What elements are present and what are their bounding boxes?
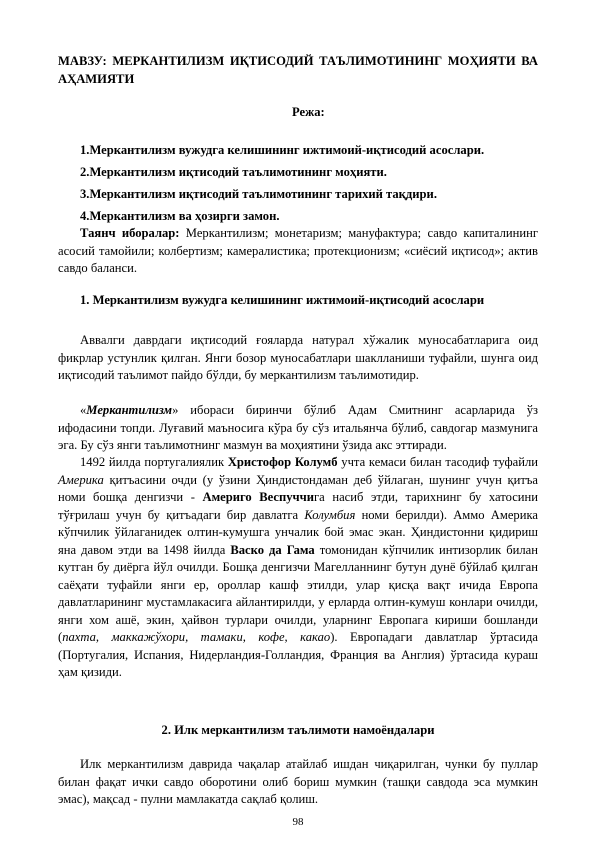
- keywords-text: Меркантилизм; монетаризм; мануфактура; савдо капиталининг асосий тамойили; колбертизм; камералистика; протекционизм; «сиёсий иқтисод»; актив савдо баланси.: [58, 226, 539, 275]
- paragraph-text: 1492 йилда португалиялик: [80, 455, 228, 469]
- keywords-paragraph: [58, 225, 538, 278]
- paragraph-text: номи берилди). Аммо Америка кўпчилик ўйлаганидек олтин-кумушга унчалик бой эмас экан. Ҳиндистонни қидириш яна давом этди ва 1498 йилда: [58, 507, 538, 557]
- paragraph-text: » ибораси биринчи бўлиб Адам Смитнинг асарларида ўз ифодасини топди. Луғавий маъносига кўра бу сўз итальянча бўлиб, савдогар мазмунига эга. Бу сўз янги таълимотнинг мазмун ва моҳиятини ўзида акс эттиради.: [58, 403, 538, 452]
- plan-item: 4.Меркантилизм ва ҳозирги замон.: [80, 209, 280, 223]
- plan-item: 3.Меркантилизм иқтисодий таълимотининг тарихий тақдири.: [80, 187, 437, 201]
- plan-heading: Режа:: [292, 105, 325, 119]
- plan-list: [58, 139, 538, 227]
- paragraph-text: томонидан кўпчилик интизорлик билан кутган бу диёрга йўл очилди. Бошқа денгизчи Магелланнинг бутун дунё бўйлаб қилган саёҳати туфайли янги ер, ороллар кашф этилди, улар қисқа вақт ичида Европа давлатларининг мустамлакасига айлантирилди, у ерларда олтин-кумуш конлари очилди, янги хом ашё, экин, ҳайвон турлари очилди, уларнинг Европага кириши бошланди (: [58, 542, 538, 644]
- name-vespucci: Америго Веспуччи: [202, 490, 315, 504]
- page-number: 98: [292, 816, 304, 828]
- goods-list: пахта, маккажўхори, тамаки, кофе, какао: [62, 630, 331, 644]
- name-america: Америка: [58, 472, 104, 487]
- paragraph-text: га насиб этди, тарихнинг бу хатосини тўғрилаш учун бу қитъадаги бир давлатга: [58, 490, 538, 522]
- paragraph-text: ). Европадаги давлатлар ўртасида (Португалия, Испания, Нидерландия-Голландия, Франция ва Англия) ўртасида кураш ҳам қизиди.: [58, 630, 538, 679]
- paragraph-text: учта кемаси билан тасодиф туфайли: [337, 455, 538, 469]
- plan-item: 2.Меркантилизм иқтисодий таълимотининг моҳияти.: [80, 165, 387, 179]
- name-colombia: Колумбия: [304, 507, 356, 522]
- section1-heading: 1. Меркантилизм вужудга келишининг ижтимоий-иқтисодий асослари: [80, 293, 485, 307]
- section1-paragraph-2: [58, 402, 538, 455]
- section2-heading: 2. Илк меркантилизм таълимоти намоёндалари: [161, 723, 435, 737]
- section1-paragraph-1: Аввалги даврдаги иқтисодий ғояларда натурал хўжалик муносабатларига оид фикрлар устунлик қилган. Янги бозор муносабатлари шаклланиши туфайли, шунга оид иқтисодий таълимот пайдо бўлди, бу меркантилизм таълимотидир.: [58, 333, 538, 382]
- name-vasco-da-gama: Васко да Гама: [230, 542, 315, 557]
- plan-item: 1.Меркантилизм вужудга келишининг ижтимоий-иқтисодий асослари.: [80, 143, 485, 157]
- section2-paragraph-1: Илк меркантилизм даврида чақалар атайлаб ишдан чиқарилган, чунки бу пуллар билан фақат ички савдо оборотини олиб бориш мумкин (ташқи савдода эса мумкин эмас), мақсад - пулни мамлакатда сақлаб қолиш.: [58, 757, 538, 806]
- quote-open: «: [80, 403, 87, 417]
- paragraph-text: қитъасини очди (у ўзини Ҳиндистондаман деб ўйлаган, шунинг учун қитъа номи бошқа денгизчи -: [58, 472, 538, 504]
- term-mercantilism: Меркантилизм: [86, 403, 173, 417]
- name-columbus: Христофор Колумб: [227, 455, 338, 469]
- keywords-label: Таянч иборалар:: [80, 226, 180, 240]
- document-title: МАВЗУ: МЕРКАНТИЛИЗМ ИҚТИСОДИЙ ТАЪЛИМОТИНИНГ МОҲИЯТИ ВА АҲАМИЯТИ: [58, 54, 538, 86]
- section1-paragraph-3: [58, 454, 538, 682]
